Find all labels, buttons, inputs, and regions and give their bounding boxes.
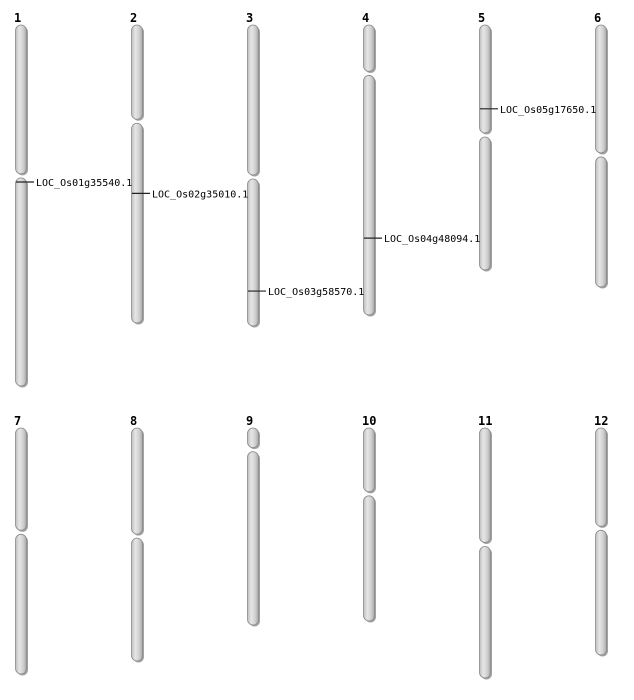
- chromosome-label-10: 10: [362, 414, 377, 428]
- chromosome-label-8: 8: [130, 414, 138, 428]
- gene-marker-5: [480, 105, 596, 116]
- chromosome-11-q-arm: [480, 547, 491, 679]
- chromosome-9-q-arm: [248, 452, 259, 625]
- chromosome-5-q-arm: [480, 137, 491, 270]
- chromosome-8-q-arm: [132, 538, 143, 661]
- chromosome-8: [130, 414, 144, 663]
- gene-label: LOC_Os01g35540.1: [36, 178, 133, 190]
- chromosome-9-p-arm: [248, 428, 259, 448]
- chromosome-9: [246, 414, 260, 627]
- chromosome-11: [478, 414, 492, 680]
- chromosome-1: [14, 11, 28, 388]
- chromosome-3: [246, 11, 260, 328]
- chromosome-1-p-arm: [16, 25, 27, 174]
- chromosome-4: [362, 11, 376, 317]
- chromosome-2-q-arm: [132, 123, 143, 323]
- chromosome-4-q-arm: [364, 75, 375, 315]
- chromosome-label-4: 4: [362, 11, 370, 25]
- chromosome-10-p-arm: [364, 428, 375, 492]
- chromosome-label-1: 1: [14, 11, 22, 25]
- chromosome-label-9: 9: [246, 414, 254, 428]
- chromosome-7-p-arm: [16, 428, 27, 530]
- gene-label: LOC_Os03g58570.1: [268, 287, 365, 299]
- gene-marker-2: [132, 189, 248, 200]
- chromosome-10: [362, 414, 376, 623]
- chromosome-6: [594, 11, 608, 289]
- chromosome-1-q-arm: [16, 178, 27, 386]
- chromosome-label-6: 6: [594, 11, 602, 25]
- gene-markers-layer: [16, 105, 596, 298]
- chromosome-4-p-arm: [364, 25, 375, 71]
- chromosome-label-12: 12: [594, 414, 609, 428]
- chromosome-label-11: 11: [478, 414, 493, 428]
- gene-label: LOC_Os05g17650.1: [500, 104, 597, 116]
- gene-label: LOC_Os02g35010.1: [152, 189, 249, 201]
- chromosome-2-p-arm: [132, 25, 143, 119]
- chromosome-12-q-arm: [596, 530, 607, 655]
- gene-marker-1: [16, 178, 132, 189]
- chromosome-6-q-arm: [596, 157, 607, 287]
- chromosome-7: [14, 414, 28, 676]
- chromosome-2: [130, 11, 144, 325]
- chromosome-8-p-arm: [132, 428, 143, 534]
- chromosome-5: [478, 11, 492, 272]
- chromosome-6-p-arm: [596, 25, 607, 153]
- chromosome-12-p-arm: [596, 428, 607, 526]
- chromosome-10-q-arm: [364, 496, 375, 621]
- chromosome-5-p-arm: [480, 25, 491, 133]
- chromosome-3-p-arm: [248, 25, 259, 175]
- chromosome-7-q-arm: [16, 534, 27, 674]
- chromosome-label-2: 2: [130, 11, 138, 25]
- chromosome-12: [594, 414, 608, 657]
- chromosome-label-5: 5: [478, 11, 486, 25]
- chromosome-label-3: 3: [246, 11, 254, 25]
- gene-marker-3: [248, 287, 364, 298]
- chromosome-11-p-arm: [480, 428, 491, 543]
- gene-marker-4: [364, 234, 480, 245]
- chromosome-3-q-arm: [248, 179, 259, 326]
- chromosome-label-7: 7: [14, 414, 22, 428]
- gene-label: LOC_Os04g48094.1: [384, 234, 481, 246]
